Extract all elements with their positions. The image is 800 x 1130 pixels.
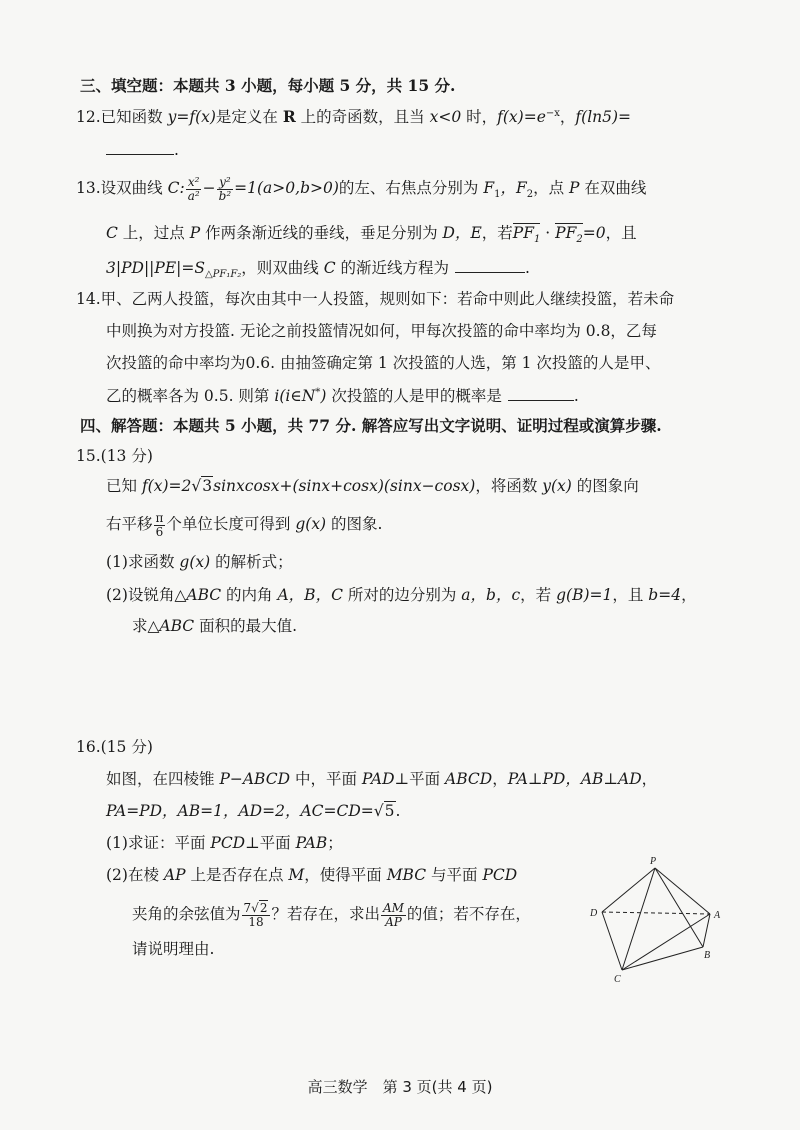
- q12-math: f(ln5)=: [575, 108, 632, 127]
- question-12-line-1: [76, 108, 631, 127]
- q14-sup: *: [315, 386, 321, 398]
- q13-math: D，E: [442, 224, 482, 242]
- sqrt-radicand: 2: [259, 901, 268, 915]
- q13-math: C: [323, 259, 336, 277]
- q15-text: 个单位长度可得到: [166, 515, 296, 534]
- q16-math: PA=PD，AB=1，AD=2，AC=CD=: [106, 802, 374, 820]
- q12-text: 时，: [461, 108, 498, 127]
- q14-end: .: [573, 387, 579, 405]
- frac-num: y²: [219, 175, 231, 189]
- edge-CA: [622, 914, 710, 970]
- frac-num: AM: [382, 901, 404, 915]
- q16-math: MBC: [386, 866, 427, 884]
- q15-math: g(x): [295, 515, 327, 534]
- question-15-part-2-cont: [132, 617, 297, 636]
- q12-end: .: [174, 141, 179, 159]
- q15-math: g(B)=1: [556, 586, 613, 604]
- edge-PB: [655, 868, 703, 947]
- q13-text: ，若: [481, 224, 513, 242]
- q16-text: ，: [641, 770, 658, 788]
- q13-math: 3|PD||PE|=S: [106, 259, 205, 277]
- q15-text: 的解析式；: [210, 553, 293, 571]
- q14-math: i(i∈N: [274, 387, 316, 405]
- q12-math: f(x)=e: [497, 108, 546, 127]
- q15-math: a，b，c: [461, 586, 521, 604]
- q15-math: ABC: [159, 617, 195, 635]
- vec-sub: 1: [533, 234, 541, 246]
- q15-text: 的图象向: [571, 477, 639, 495]
- q13-text: 作两条渐近线的垂线，垂足分别为: [200, 224, 443, 242]
- q13-op: −: [202, 179, 216, 198]
- frac-num-coef: 7: [243, 901, 252, 915]
- q15-text: (1)求函数: [106, 553, 180, 571]
- q13-text: ，点: [533, 179, 570, 198]
- q14-text: 次投篮的人是甲的概率是: [326, 387, 502, 405]
- edge-PD: [602, 868, 655, 912]
- page-footer: 高三数学 第 3 页(共 4 页): [307, 1078, 493, 1096]
- q12-math: R: [282, 107, 296, 127]
- question-13-line-1: [76, 176, 646, 202]
- vec-sub: 2: [576, 234, 583, 246]
- q16-math: PCD: [210, 834, 246, 852]
- q16-math: AP: [163, 866, 186, 884]
- question-16-header: 16.(15 分): [76, 738, 153, 756]
- vertex-label-B: B: [704, 950, 711, 961]
- q13-text: 在双曲线: [579, 179, 647, 198]
- q12-number: 12.: [76, 108, 101, 127]
- edge-BA: [703, 914, 710, 947]
- q14-answer-blank[interactable]: [508, 386, 574, 401]
- vec-label: PF: [555, 224, 577, 242]
- question-15-line-1: [106, 477, 639, 496]
- q12-math: y=f(x): [167, 108, 216, 127]
- q15-text: 所对的边分别为: [342, 586, 462, 604]
- q16-text: 上是否存在点: [185, 866, 289, 884]
- q15-text: ，若: [520, 586, 557, 604]
- question-15-part-1: [106, 553, 293, 572]
- sqrt-radicand: 5: [384, 802, 395, 820]
- q16-text: 中，平面: [290, 770, 362, 788]
- q15-text: (2)设锐角△: [106, 586, 187, 604]
- q15-text: ，: [681, 586, 697, 604]
- q16-fraction-am-ap: [381, 902, 406, 928]
- q13-text: 上，过点: [117, 224, 190, 242]
- q12-sup: −x: [545, 108, 560, 119]
- q15-text: ，将函数: [475, 477, 543, 495]
- q12-text: 已知函数: [100, 108, 168, 127]
- q15-math: y(x): [542, 477, 572, 495]
- frac-den: b²: [218, 188, 232, 203]
- question-15-line-2: [106, 512, 382, 538]
- q13-math: P: [569, 179, 580, 198]
- q16-fraction-cos: [242, 902, 271, 928]
- q16-text: ⊥平面: [245, 834, 296, 852]
- q13-math: ，F: [500, 179, 527, 198]
- question-14-line-2: 中则换为对方投篮. 无论之前投篮情况如何，甲每次投篮的命中率均为 0.8，乙每: [106, 322, 657, 340]
- q15-sqrt: √3: [191, 477, 213, 495]
- q15-text: 已知: [106, 477, 142, 495]
- q16-text: ？若存在，求出: [271, 905, 380, 924]
- q16-math: PCD: [482, 866, 518, 884]
- frac-den: a²: [187, 188, 200, 203]
- q13-math: C: [106, 224, 118, 242]
- vertex-label-A: A: [714, 910, 721, 921]
- frac-num: π: [155, 511, 164, 525]
- q13-end: .: [525, 259, 530, 277]
- edge-DA-hidden: [602, 912, 710, 914]
- q16-text: ⊥平面: [394, 770, 446, 788]
- frac-den: 6: [155, 524, 164, 539]
- q13-text: 的左、右焦点分别为: [338, 179, 484, 198]
- edge-DC: [602, 912, 622, 970]
- q13-vector-pf1: [512, 223, 541, 246]
- q15-math: f(x)=2: [141, 477, 192, 495]
- q16-text: ，使得平面: [304, 866, 387, 884]
- q16-text: (2)在棱: [106, 866, 164, 884]
- question-14-line-1: [76, 290, 674, 309]
- question-15-header: 15.(13 分): [76, 447, 153, 465]
- vertex-label-D: D: [590, 908, 598, 919]
- q13-vector-pf2: [555, 223, 583, 246]
- question-13-line-2: [106, 224, 637, 246]
- q12-answer-blank[interactable]: [106, 140, 174, 155]
- q13-fraction-x: [186, 176, 202, 202]
- q15-fraction-pi-6: [154, 512, 166, 538]
- question-12-line-2: [106, 140, 179, 160]
- question-16-line-2: [106, 802, 400, 821]
- q13-math: P: [189, 224, 201, 242]
- q15-math: sinxcosx+(sinx+cosx)(sinx−cosx): [213, 477, 476, 495]
- q15-text: 求△: [132, 617, 160, 635]
- question-16-line-1: [106, 770, 657, 789]
- question-16-part-2-cont: [132, 902, 531, 928]
- q16-text: (1)求证：平面: [106, 834, 211, 852]
- q16-text: 如图，在四棱锥: [106, 770, 220, 788]
- edge-CB: [622, 947, 703, 970]
- q13-math: C:: [167, 179, 185, 198]
- q13-text: 设双曲线: [100, 179, 168, 198]
- q13-fraction-y: [217, 176, 234, 202]
- frac-den: AP: [385, 914, 402, 929]
- q16-text: 的值；若不存在，: [406, 905, 531, 924]
- q13-math: =1(a>0,b>0): [234, 179, 339, 198]
- q16-math: M: [288, 866, 305, 884]
- q16-text: ，: [492, 770, 508, 788]
- q12-math: x<0: [429, 108, 462, 127]
- q16-text: 夹角的余弦值为: [132, 905, 241, 924]
- q16-text: 与平面: [426, 866, 483, 884]
- q16-math: PAB: [295, 834, 328, 852]
- q13-answer-blank[interactable]: [455, 258, 525, 273]
- q15-text: 面积的最大值.: [194, 617, 298, 635]
- q13-op: ·: [540, 224, 556, 242]
- question-14-line-3: 次投篮的命中率均为0.6. 由抽签确定第 1 次投篮的人选，第 1 次投篮的人是甲、: [106, 354, 661, 372]
- q14-text: 乙的概率各为 0.5. 则第: [106, 387, 275, 405]
- q16-math: PAD: [361, 770, 395, 788]
- q13-sub: △PF₁F₂: [204, 269, 242, 281]
- q15-text: 的图象.: [326, 515, 383, 534]
- vec-label: PF: [512, 224, 534, 242]
- q16-sqrt: √5: [373, 802, 395, 820]
- edge-PA: [655, 868, 710, 914]
- question-14-line-4: [106, 386, 579, 406]
- q16-math: PA⊥PD，AB⊥AD: [507, 770, 642, 788]
- q14-text: 甲、乙两人投篮，每次由其中一人投篮，规则如下：若命中则此人继续投篮，若未命: [100, 290, 675, 308]
- vertex-label-P: P: [650, 856, 657, 867]
- q13-sub: 2: [526, 189, 534, 201]
- q15-text: 右平移: [106, 515, 153, 534]
- q13-sub: 1: [494, 189, 501, 201]
- question-13-line-3: [106, 258, 530, 281]
- question-16-part-2: [106, 866, 517, 885]
- q13-text: ，且: [605, 224, 637, 242]
- q13-number: 13.: [76, 179, 101, 198]
- q15-text: ，且: [612, 586, 649, 604]
- q14-math: ): [320, 387, 327, 405]
- q12-text: 上的奇函数，且当: [295, 108, 430, 127]
- q16-text: ；: [327, 834, 343, 852]
- frac-num: 7√2: [242, 902, 271, 916]
- q13-text: 的渐近线方程为: [335, 259, 450, 277]
- q16-math: ABCD: [445, 770, 493, 788]
- question-16-part-2-cont-2: 请说明理由.: [132, 940, 215, 958]
- q12-text: 是定义在: [215, 108, 283, 127]
- question-15-part-2: [106, 586, 697, 605]
- q15-math: ABC: [186, 586, 222, 604]
- q13-math: =0: [582, 224, 606, 242]
- question-16-part-1: [106, 834, 343, 853]
- q15-math: b=4: [648, 586, 682, 604]
- frac-num: x²: [187, 175, 200, 189]
- q12-text: ，: [559, 108, 576, 127]
- q16-math: P−ABCD: [219, 770, 291, 788]
- section-3-heading: 三、填空题：本题共 3 小题，每小题 5 分，共 15 分.: [80, 76, 456, 95]
- pyramid-figure: [580, 852, 730, 987]
- vertex-label-C: C: [614, 974, 621, 985]
- edge-PC: [622, 868, 655, 970]
- q16-text: .: [395, 802, 401, 820]
- q14-number: 14.: [76, 290, 101, 308]
- q13-math: F: [483, 179, 495, 198]
- q13-text: ，则双曲线: [241, 259, 324, 277]
- section-4-heading: 四、解答题：本题共 5 小题，共 77 分. 解答应写出文字说明、证明过程或演算步骤.: [80, 416, 662, 435]
- q15-text: 的内角: [221, 586, 278, 604]
- sqrt-radicand: 3: [202, 477, 213, 495]
- q15-math: g(x): [179, 553, 211, 571]
- q15-math: A，B，C: [277, 586, 343, 604]
- frac-den: 18: [248, 914, 264, 929]
